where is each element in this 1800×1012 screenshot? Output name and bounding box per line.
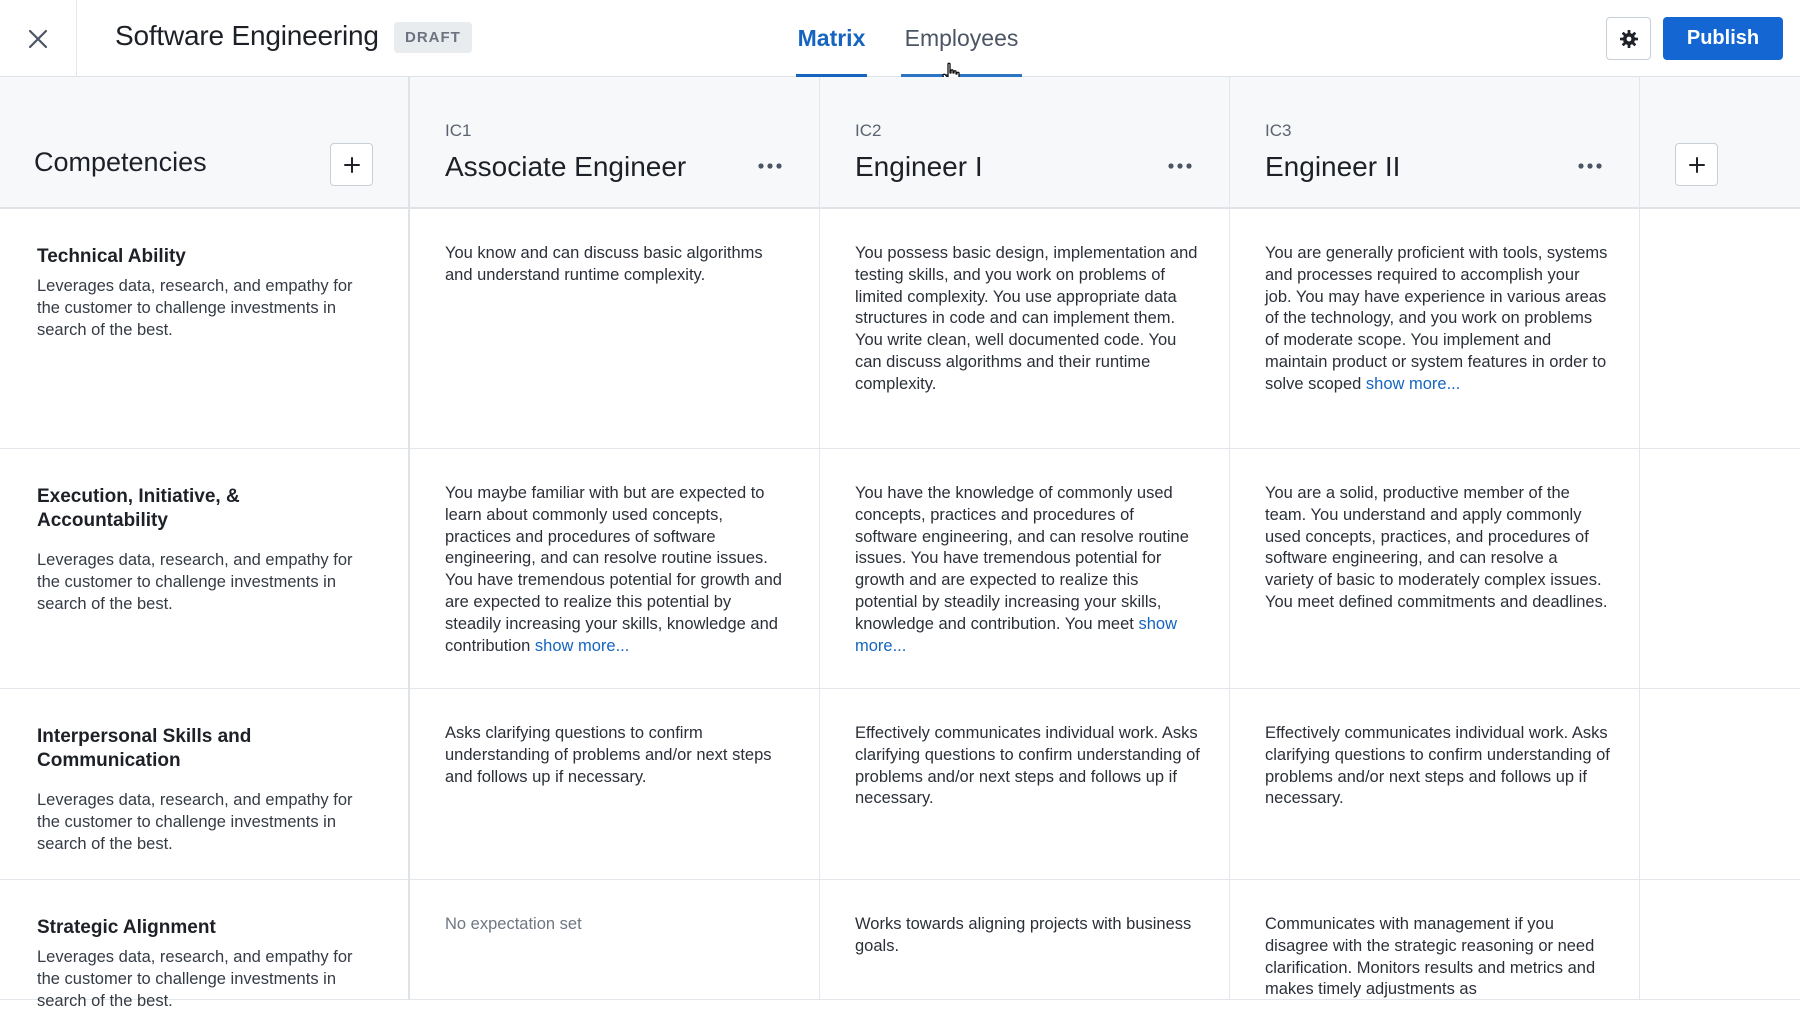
competency-name: Execution, Initiative, & Accountability — [37, 486, 240, 531]
expectation-text: You maybe familiar with but are expected to learn about commonly used concepts, practices and procedures of software engineering, and can resolve routine issues. You have tremendous potential for growth and are expected to realize this potential by steadily increasing your skills, knowledge and contribution show more... — [445, 484, 782, 655]
show-more-link[interactable]: show more... — [534, 636, 630, 655]
add-competency-button[interactable] — [330, 143, 373, 186]
competency-matrix — [0, 77, 1800, 1010]
competencies-header — [0, 77, 410, 209]
close-icon — [27, 28, 49, 50]
tab-employees-label: Employees — [904, 25, 1019, 51]
plus-icon — [1688, 156, 1706, 174]
add-level-button[interactable] — [1675, 143, 1718, 186]
competencies-title: Competencies — [34, 147, 207, 177]
level-header — [820, 77, 1230, 209]
level-menu-button[interactable] — [1165, 155, 1195, 177]
top-bar — [0, 0, 1800, 77]
gear-icon — [1619, 29, 1639, 49]
competency-description: Leverages data, research, and empathy for the customer to challenge investments in search of the best. — [37, 551, 353, 613]
competency-name: Strategic Alignment — [37, 917, 216, 938]
expectation-cell[interactable] — [1230, 689, 1640, 880]
show-more-link[interactable]: show more... — [855, 614, 1177, 655]
empty-cell — [1640, 449, 1800, 689]
expectation-cell[interactable] — [820, 209, 1230, 449]
expectation-cell[interactable] — [820, 880, 1230, 1000]
expectation-text: Communicates with management if you disagree with the strategic reasoning or need clarification. Monitors results and metrics and makes timely adjustments as — [1265, 915, 1596, 999]
tab-matrix-label: Matrix — [797, 25, 866, 51]
competency-description: Leverages data, research, and empathy for the customer to challenge investments in search of the best. — [37, 948, 353, 1010]
more-horizontal-icon — [1168, 163, 1192, 169]
expectation-cell[interactable] — [410, 880, 820, 1000]
empty-cell — [1640, 880, 1800, 1000]
settings-button[interactable] — [1606, 17, 1651, 60]
expectation-text: Effectively communicates individual work. Asks clarifying questions to confirm understanding of problems and/or next steps and follows up if necessary. — [855, 724, 1200, 808]
level-name: Engineer II — [1265, 151, 1401, 182]
add-level-header — [1640, 77, 1800, 209]
level-code: IC2 — [855, 121, 882, 140]
empty-cell — [1640, 209, 1800, 449]
competency-row-header[interactable] — [0, 449, 410, 689]
competency-row-header[interactable] — [0, 880, 410, 1010]
competency-name: Technical Ability — [37, 246, 186, 267]
show-more-link[interactable]: show more... — [1365, 374, 1461, 393]
expectation-cell[interactable] — [410, 689, 820, 880]
plus-icon — [343, 156, 361, 174]
level-menu-button[interactable] — [1575, 155, 1605, 177]
expectation-cell[interactable] — [410, 209, 820, 449]
level-header — [1230, 77, 1640, 209]
expectation-text: You are generally proficient with tools, systems and processes required to accomplish your job. You may have experience in various areas of the technology, and you work on problems of moderate scope. You implement and maintain product or system features in order to solve scoped show more... — [1265, 244, 1608, 393]
empty-cell — [1640, 689, 1800, 880]
expectation-text: You possess basic design, implementation and testing skills, and you work on problems of limited complexity. You use appropriate data structures in code and can implement them. You write clean, well documented code. You can discuss algorithms and their runtime complexity. — [855, 244, 1198, 393]
competency-row-header[interactable] — [0, 209, 410, 449]
page-title: Software Engineering — [115, 20, 379, 51]
more-horizontal-icon — [758, 163, 782, 169]
expectation-cell[interactable] — [820, 449, 1230, 689]
expectation-cell[interactable] — [1230, 880, 1640, 1000]
expectation-text: You are a solid, productive member of the team. You understand and apply commonly used concepts, practices, and procedures of software engineering, and can resolve a variety of basic to moderately complex issues. You meet defined commitments and deadlines. — [1265, 484, 1608, 611]
expectation-cell[interactable] — [820, 689, 1230, 880]
expectation-text: Asks clarifying questions to confirm understanding of problems and/or next steps and follows up if necessary. — [445, 724, 772, 786]
more-horizontal-icon — [1578, 163, 1602, 169]
expectation-text: Effectively communicates individual work. Asks clarifying questions to confirm understanding of problems and/or next steps and follows up if necessary. — [1265, 724, 1610, 808]
status-badge: DRAFT — [394, 22, 472, 53]
expectation-text: You have the knowledge of commonly used concepts, practices and procedures of software engineering, and can resolve routine issues. You have tremendous potential for growth and are expected to realize this potential by steadily increasing your skills, knowledge and contribution. You meet show more... — [855, 484, 1189, 655]
level-code: IC3 — [1265, 121, 1292, 140]
level-code: IC1 — [445, 121, 472, 140]
competency-row-header[interactable] — [0, 689, 410, 880]
publish-button[interactable]: Publish — [1663, 17, 1783, 60]
expectation-text: Works towards aligning projects with business goals. — [855, 915, 1192, 955]
level-menu-button[interactable] — [755, 155, 785, 177]
competency-description: Leverages data, research, and empathy for the customer to challenge investments in search of the best. — [37, 791, 353, 853]
tab-matrix[interactable] — [796, 0, 867, 77]
expectation-cell[interactable] — [1230, 209, 1640, 449]
expectation-text: You know and can discuss basic algorithms and understand runtime complexity. — [445, 244, 763, 284]
competency-name: Interpersonal Skills and Communication — [37, 726, 252, 771]
expectation-text: No expectation set — [445, 915, 582, 933]
level-name: Engineer I — [855, 151, 983, 182]
competency-description: Leverages data, research, and empathy for the customer to challenge investments in search of the best. — [37, 277, 353, 339]
level-name: Associate Engineer — [445, 151, 687, 182]
close-button[interactable] — [0, 0, 77, 77]
expectation-cell[interactable] — [410, 449, 820, 689]
level-header — [410, 77, 820, 209]
expectation-cell[interactable] — [1230, 449, 1640, 689]
